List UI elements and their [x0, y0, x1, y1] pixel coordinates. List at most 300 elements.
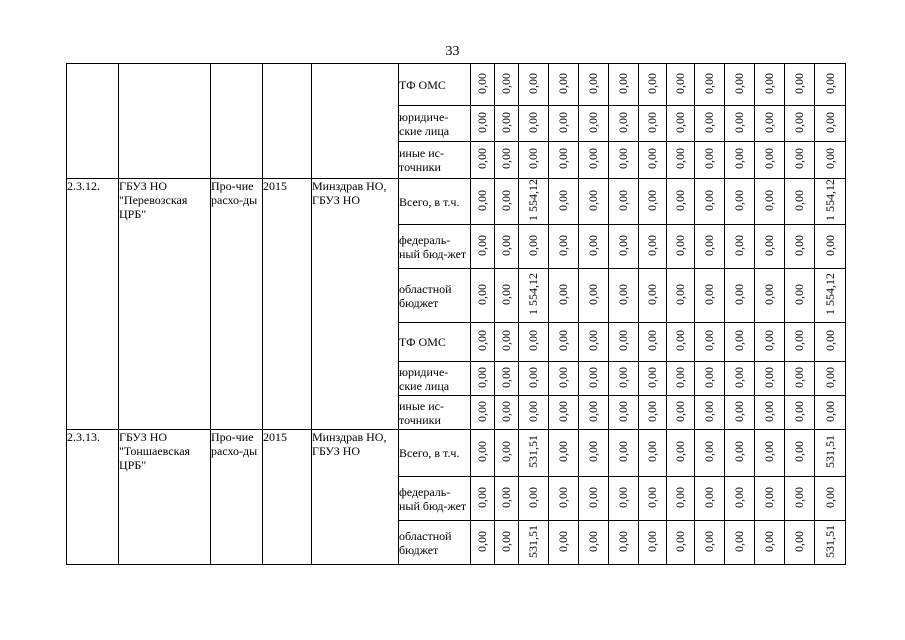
- amount-value: 0,00: [616, 400, 630, 422]
- amount-value: 0,00: [673, 366, 687, 388]
- value-cell: [549, 179, 579, 225]
- value-cell: [609, 323, 639, 362]
- value-cell: [785, 430, 815, 477]
- amount-value: 0,00: [822, 330, 837, 351]
- amount-value: 0,00: [526, 111, 540, 133]
- amount-value: 0,00: [556, 72, 570, 94]
- amount-value: 0,00: [475, 366, 489, 388]
- amount-value: 0,00: [702, 189, 716, 211]
- amount-value: 0,00: [526, 148, 540, 169]
- amount-value: 0,00: [762, 366, 776, 388]
- value-cell: [495, 106, 519, 142]
- table-row: [67, 179, 846, 225]
- organization-name: [119, 64, 211, 179]
- value-cell: [785, 179, 815, 225]
- value-cell: [755, 323, 785, 362]
- amount-value: 0,00: [732, 111, 746, 133]
- amount-value: 0,00: [616, 283, 630, 305]
- expense-type: Про-чие расхо-ды: [211, 179, 263, 430]
- amount-value: 0,00: [645, 283, 659, 305]
- value-cell: [549, 269, 579, 323]
- amount-value: 0,00: [586, 283, 600, 305]
- amount-value: 0,00: [673, 72, 687, 94]
- value-cell: [695, 106, 725, 142]
- amount-value: 0,00: [822, 72, 837, 94]
- value-cell: [815, 106, 846, 142]
- amount-value: 0,00: [475, 486, 489, 508]
- value-cell: [579, 362, 609, 396]
- value-cell: [471, 362, 495, 396]
- amount-value: 0,00: [702, 486, 716, 508]
- amount-value: 0,00: [702, 283, 716, 305]
- value-cell: [495, 323, 519, 362]
- amount-value: 0,00: [732, 234, 746, 256]
- amount-value: 0,00: [616, 441, 630, 462]
- amount-value: 0,00: [732, 189, 746, 211]
- amount-value: 0,00: [792, 366, 806, 388]
- amount-value: 0,00: [673, 234, 687, 256]
- amount-value: 0,00: [792, 486, 806, 508]
- value-cell: [815, 179, 846, 225]
- value-cell: [639, 323, 667, 362]
- value-cell: [785, 269, 815, 323]
- value-cell: [695, 477, 725, 521]
- value-cell: [519, 396, 549, 430]
- value-cell: [609, 477, 639, 521]
- amount-value: 0,00: [499, 283, 513, 305]
- value-cell: [639, 269, 667, 323]
- funding-source: областной бюджет: [399, 269, 471, 323]
- organization-name: ГБУЗ НО "Перевозская ЦРБ": [119, 179, 211, 430]
- value-cell: [725, 396, 755, 430]
- amount-value: 0,00: [499, 366, 513, 388]
- funding-source: Всего, в т.ч.: [399, 179, 471, 225]
- row-code: 2.3.12.: [67, 179, 119, 430]
- value-cell: [725, 362, 755, 396]
- amount-value: 0,00: [762, 283, 776, 305]
- value-cell: [495, 521, 519, 565]
- value-cell: [785, 106, 815, 142]
- value-cell: [667, 106, 695, 142]
- value-cell: [695, 396, 725, 430]
- amount-value: 0,00: [499, 486, 513, 508]
- value-cell: [695, 179, 725, 225]
- row-code: 2.3.13.: [67, 430, 119, 565]
- value-cell: [579, 396, 609, 430]
- value-cell: [785, 362, 815, 396]
- amount-value: 0,00: [822, 111, 837, 133]
- value-cell: [609, 142, 639, 179]
- amount-value: 0,00: [702, 400, 716, 422]
- value-cell: [639, 477, 667, 521]
- value-cell: [667, 269, 695, 323]
- amount-value: 0,00: [762, 486, 776, 508]
- amount-value: 0,00: [556, 400, 570, 422]
- amount-value: 0,00: [499, 330, 513, 351]
- amount-value: 0,00: [645, 441, 659, 462]
- value-cell: [579, 225, 609, 269]
- amount-value: 0,00: [586, 330, 600, 351]
- amount-value: 0,00: [645, 234, 659, 256]
- amount-value: 0,00: [822, 486, 837, 508]
- value-cell: [471, 477, 495, 521]
- amount-value: 0,00: [673, 148, 687, 169]
- value-cell: [495, 225, 519, 269]
- funding-source: иные ис-точники: [399, 142, 471, 179]
- table-row: [67, 430, 846, 477]
- value-cell: [667, 323, 695, 362]
- amount-value: 0,00: [499, 530, 513, 552]
- funding-source: федераль-ный бюд-жет: [399, 477, 471, 521]
- value-cell: [755, 142, 785, 179]
- value-cell: [785, 225, 815, 269]
- value-cell: [667, 477, 695, 521]
- value-cell: [639, 106, 667, 142]
- value-cell: [549, 225, 579, 269]
- value-cell: [579, 477, 609, 521]
- value-cell: [549, 323, 579, 362]
- value-cell: [549, 64, 579, 106]
- amount-value: 0,00: [762, 72, 776, 94]
- value-cell: [667, 396, 695, 430]
- amount-value: 0,00: [762, 400, 776, 422]
- amount-value: 0,00: [499, 189, 513, 211]
- value-cell: [815, 142, 846, 179]
- value-cell: [471, 323, 495, 362]
- value-cell: [815, 225, 846, 269]
- value-cell: [519, 106, 549, 142]
- amount-value: 0,00: [792, 148, 806, 169]
- amount-value: 0,00: [556, 441, 570, 462]
- funding-source: Всего, в т.ч.: [399, 430, 471, 477]
- amount-value: 0,00: [645, 111, 659, 133]
- value-cell: [639, 142, 667, 179]
- amount-value: 1 554,12: [822, 273, 837, 315]
- amount-value: 0,00: [792, 330, 806, 351]
- value-cell: [519, 142, 549, 179]
- value-cell: [695, 142, 725, 179]
- value-cell: [549, 106, 579, 142]
- value-cell: [667, 225, 695, 269]
- funding-source: областной бюджет: [399, 521, 471, 565]
- amount-value: 531,51: [822, 524, 837, 558]
- value-cell: [495, 179, 519, 225]
- value-cell: [667, 179, 695, 225]
- value-cell: [609, 64, 639, 106]
- value-cell: [639, 64, 667, 106]
- amount-value: 531,51: [526, 435, 540, 468]
- amount-value: 0,00: [732, 486, 746, 508]
- value-cell: [815, 477, 846, 521]
- amount-value: 0,00: [673, 330, 687, 351]
- value-cell: [639, 396, 667, 430]
- page-number: 33: [445, 44, 460, 59]
- amount-value: 0,00: [645, 148, 659, 169]
- value-cell: [725, 269, 755, 323]
- amount-value: 0,00: [732, 330, 746, 351]
- value-cell: [725, 477, 755, 521]
- amount-value: 0,00: [792, 283, 806, 305]
- funding-source: юридиче-ские лица: [399, 362, 471, 396]
- value-cell: [725, 430, 755, 477]
- value-cell: [639, 430, 667, 477]
- amount-value: 0,00: [702, 330, 716, 351]
- amount-value: 1 554,12: [526, 179, 540, 221]
- amount-value: 0,00: [616, 111, 630, 133]
- amount-value: 0,00: [645, 366, 659, 388]
- value-cell: [495, 430, 519, 477]
- amount-value: 0,00: [762, 148, 776, 169]
- value-cell: [755, 269, 785, 323]
- value-cell: [549, 362, 579, 396]
- value-cell: [609, 430, 639, 477]
- amount-value: 0,00: [586, 189, 600, 211]
- amount-value: 0,00: [475, 400, 489, 422]
- amount-value: 0,00: [762, 111, 776, 133]
- value-cell: [579, 64, 609, 106]
- value-cell: [785, 521, 815, 565]
- amount-value: 0,00: [702, 111, 716, 133]
- value-cell: [755, 430, 785, 477]
- amount-value: 0,00: [616, 72, 630, 94]
- amount-value: 0,00: [673, 400, 687, 422]
- value-cell: [471, 396, 495, 430]
- value-cell: [519, 179, 549, 225]
- amount-value: 0,00: [526, 234, 540, 256]
- amount-value: 0,00: [586, 400, 600, 422]
- amount-value: 0,00: [645, 530, 659, 552]
- amount-value: 0,00: [702, 530, 716, 552]
- amount-value: 0,00: [475, 441, 489, 462]
- value-cell: [667, 521, 695, 565]
- value-cell: [785, 142, 815, 179]
- amount-value: 0,00: [732, 283, 746, 305]
- value-cell: [495, 396, 519, 430]
- value-cell: [695, 64, 725, 106]
- amount-value: 0,00: [645, 72, 659, 94]
- value-cell: [815, 323, 846, 362]
- customer: Минздрав НО, ГБУЗ НО: [312, 430, 399, 565]
- amount-value: 0,00: [702, 441, 716, 462]
- value-cell: [471, 64, 495, 106]
- value-cell: [579, 269, 609, 323]
- amount-value: 0,00: [732, 441, 746, 462]
- amount-value: 0,00: [732, 530, 746, 552]
- value-cell: [471, 106, 495, 142]
- value-cell: [755, 362, 785, 396]
- funding-source: юридиче-ские лица: [399, 106, 471, 142]
- table-body: [67, 64, 846, 565]
- amount-value: 0,00: [556, 283, 570, 305]
- amount-value: 0,00: [732, 148, 746, 169]
- amount-value: 0,00: [645, 330, 659, 351]
- funding-source: иные ис-точники: [399, 396, 471, 430]
- value-cell: [579, 179, 609, 225]
- value-cell: [609, 521, 639, 565]
- value-cell: [549, 396, 579, 430]
- value-cell: [785, 323, 815, 362]
- value-cell: [755, 106, 785, 142]
- value-cell: [471, 225, 495, 269]
- amount-value: 0,00: [822, 400, 837, 422]
- value-cell: [725, 64, 755, 106]
- value-cell: [667, 64, 695, 106]
- amount-value: 0,00: [499, 234, 513, 256]
- organization-name: ГБУЗ НО "Тоншаевская ЦРБ": [119, 430, 211, 565]
- value-cell: [519, 64, 549, 106]
- value-cell: [519, 323, 549, 362]
- amount-value: 0,00: [762, 330, 776, 351]
- value-cell: [519, 477, 549, 521]
- amount-value: 0,00: [792, 111, 806, 133]
- value-cell: [815, 430, 846, 477]
- amount-value: 0,00: [616, 486, 630, 508]
- amount-value: 0,00: [556, 486, 570, 508]
- amount-value: 0,00: [792, 72, 806, 94]
- amount-value: 0,00: [673, 283, 687, 305]
- amount-value: 0,00: [556, 189, 570, 211]
- amount-value: 0,00: [616, 530, 630, 552]
- row-code: [67, 64, 119, 179]
- amount-value: 0,00: [616, 330, 630, 351]
- value-cell: [579, 106, 609, 142]
- amount-value: 0,00: [645, 400, 659, 422]
- value-cell: [549, 430, 579, 477]
- funding-source: федераль-ный бюд-жет: [399, 225, 471, 269]
- value-cell: [519, 430, 549, 477]
- amount-value: 0,00: [586, 441, 600, 462]
- amount-value: 0,00: [732, 72, 746, 94]
- value-cell: [725, 323, 755, 362]
- amount-value: 0,00: [475, 148, 489, 169]
- amount-value: 0,00: [526, 486, 540, 508]
- amount-value: 0,00: [586, 111, 600, 133]
- value-cell: [579, 521, 609, 565]
- amount-value: 0,00: [673, 530, 687, 552]
- customer: Минздрав НО, ГБУЗ НО: [312, 179, 399, 430]
- funding-source: ТФ ОМС: [399, 64, 471, 106]
- amount-value: 0,00: [475, 283, 489, 305]
- amount-value: 0,00: [526, 330, 540, 351]
- value-cell: [755, 396, 785, 430]
- amount-value: 0,00: [702, 366, 716, 388]
- value-cell: [639, 179, 667, 225]
- value-cell: [579, 323, 609, 362]
- value-cell: [725, 225, 755, 269]
- value-cell: [755, 64, 785, 106]
- amount-value: 0,00: [822, 366, 837, 388]
- value-cell: [695, 430, 725, 477]
- amount-value: 0,00: [586, 234, 600, 256]
- value-cell: [519, 521, 549, 565]
- value-cell: [471, 430, 495, 477]
- value-cell: [755, 521, 785, 565]
- value-cell: [609, 225, 639, 269]
- amount-value: 0,00: [792, 400, 806, 422]
- amount-value: 0,00: [475, 234, 489, 256]
- value-cell: [495, 269, 519, 323]
- amount-value: 0,00: [556, 330, 570, 351]
- value-cell: [609, 396, 639, 430]
- amount-value: 0,00: [475, 530, 489, 552]
- amount-value: 0,00: [586, 366, 600, 388]
- value-cell: [725, 521, 755, 565]
- value-cell: [815, 362, 846, 396]
- value-cell: [549, 477, 579, 521]
- year: 2015: [263, 179, 312, 430]
- value-cell: [609, 106, 639, 142]
- year: [263, 64, 312, 179]
- amount-value: 0,00: [475, 72, 489, 94]
- amount-value: 0,00: [526, 400, 540, 422]
- value-cell: [639, 225, 667, 269]
- value-cell: [639, 521, 667, 565]
- value-cell: [579, 142, 609, 179]
- amount-value: 0,00: [586, 148, 600, 169]
- amount-value: 0,00: [475, 330, 489, 351]
- amount-value: 0,00: [616, 148, 630, 169]
- value-cell: [815, 269, 846, 323]
- amount-value: 0,00: [499, 148, 513, 169]
- amount-value: 0,00: [792, 234, 806, 256]
- amount-value: 0,00: [792, 441, 806, 462]
- amount-value: 531,51: [526, 524, 540, 558]
- amount-value: 0,00: [499, 111, 513, 133]
- value-cell: [725, 179, 755, 225]
- value-cell: [667, 430, 695, 477]
- amount-value: 0,00: [732, 366, 746, 388]
- value-cell: [755, 179, 785, 225]
- value-cell: [755, 477, 785, 521]
- value-cell: [609, 269, 639, 323]
- value-cell: [785, 64, 815, 106]
- value-cell: [695, 521, 725, 565]
- value-cell: [815, 396, 846, 430]
- amount-value: 0,00: [673, 486, 687, 508]
- amount-value: 0,00: [673, 111, 687, 133]
- value-cell: [815, 521, 846, 565]
- value-cell: [471, 142, 495, 179]
- amount-value: 0,00: [586, 530, 600, 552]
- value-cell: [471, 179, 495, 225]
- value-cell: [579, 430, 609, 477]
- value-cell: [695, 323, 725, 362]
- funding-source: ТФ ОМС: [399, 323, 471, 362]
- amount-value: 0,00: [586, 72, 600, 94]
- value-cell: [549, 521, 579, 565]
- value-cell: [695, 225, 725, 269]
- value-cell: [609, 179, 639, 225]
- value-cell: [495, 64, 519, 106]
- value-cell: [609, 362, 639, 396]
- value-cell: [725, 106, 755, 142]
- value-cell: [495, 142, 519, 179]
- value-cell: [815, 64, 846, 106]
- amount-value: 1 554,12: [526, 273, 540, 315]
- value-cell: [519, 269, 549, 323]
- amount-value: 0,00: [702, 234, 716, 256]
- amount-value: 0,00: [702, 148, 716, 169]
- value-cell: [495, 362, 519, 396]
- amount-value: 0,00: [556, 111, 570, 133]
- amount-value: 0,00: [499, 72, 513, 94]
- amount-value: 0,00: [702, 72, 716, 94]
- amount-value: 0,00: [475, 111, 489, 133]
- amount-value: 0,00: [645, 189, 659, 211]
- amount-value: 0,00: [732, 400, 746, 422]
- amount-value: 0,00: [792, 530, 806, 552]
- value-cell: [639, 362, 667, 396]
